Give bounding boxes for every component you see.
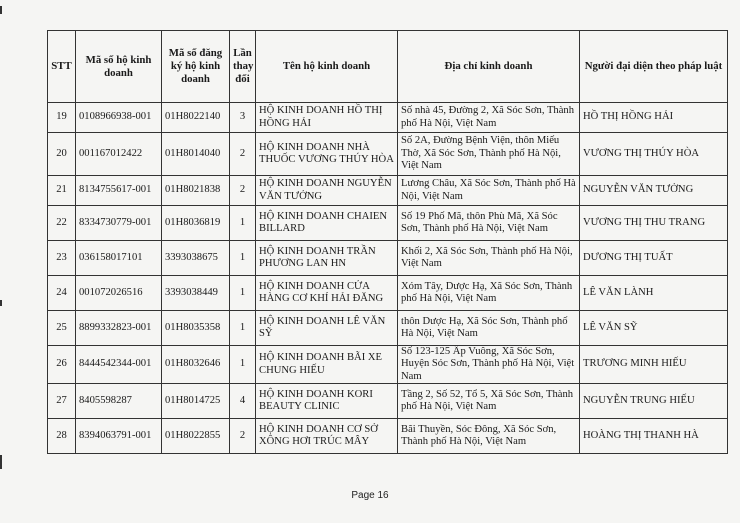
cell-ma-dk: 01H8032646 [162,346,230,384]
cell-ten: HỘ KINH DOANH BÃI XE CHUNG HIẾU [256,346,398,384]
cell-dia-chi: Xóm Tây, Dược Hạ, Xã Sóc Sơn, Thành phố Hà Nội, Việt Nam [398,276,580,311]
table-row [48,419,728,454]
cell-ten: HỘ KINH DOANH HỒ THỊ HỒNG HẢI [256,103,398,133]
cell-dia-chi: thôn Dược Hạ, Xã Sóc Sơn, Thành phố Hà Nội, Việt Nam [398,311,580,346]
cell-dia-chi: Lương Châu, Xã Sóc Sơn, Thành phố Hà Nội, Việt Nam [398,176,580,206]
cell-dai-dien: HỒ THỊ HỒNG HẢI [580,103,728,133]
table-row [48,241,728,276]
cell-ma-so: 8444542344-001 [76,346,162,384]
business-registry-table [47,30,728,454]
header-ma-so-ho-kinh-doanh: Mã số hộ kinh doanh [76,31,162,103]
cell-dia-chi: Số 19 Phố Mã, thôn Phù Mã, Xã Sóc Sơn, Thành phố Hà Nội, Việt Nam [398,206,580,241]
cell-dia-chi: Tầng 2, Số 52, Tổ 5, Xã Sóc Sơn, Thành phố Hà Nội, Việt Nam [398,384,580,419]
header-stt: STT [48,31,76,103]
table-row [48,133,728,176]
cell-stt: 26 [48,346,76,384]
cell-ma-dk: 01H8022140 [162,103,230,133]
cell-ma-dk: 01H8035358 [162,311,230,346]
cell-ma-dk: 3393038449 [162,276,230,311]
cell-stt: 23 [48,241,76,276]
cell-ma-so: 8134755617-001 [76,176,162,206]
cell-lan: 1 [230,346,256,384]
cell-dia-chi: Bãi Thuyền, Sóc Đông, Xã Sóc Sơn, Thành phố Hà Nội, Việt Nam [398,419,580,454]
cell-dai-dien: VƯƠNG THỊ THÚY HÒA [580,133,728,176]
header-ten-ho-kinh-doanh: Tên hộ kinh doanh [256,31,398,103]
cell-dia-chi: Số nhà 45, Đường 2, Xã Sóc Sơn, Thành phố Hà Nội, Việt Nam [398,103,580,133]
cell-dai-dien: NGUYỄN TRUNG HIẾU [580,384,728,419]
cell-ma-so: 8334730779-001 [76,206,162,241]
cell-dai-dien: VƯƠNG THỊ THU TRANG [580,206,728,241]
header-lan-thay-doi: Lần thay đổi [230,31,256,103]
table-row [48,384,728,419]
cell-ma-so: 0108966938-001 [76,103,162,133]
cell-dai-dien: TRƯƠNG MINH HIẾU [580,346,728,384]
header-ma-so-dang-ky: Mã số đăng ký hộ kinh doanh [162,31,230,103]
cell-ten: HỘ KINH DOANH CỬA HÀNG CƠ KHÍ HẢI ĐĂNG [256,276,398,311]
cell-ten: HỘ KINH DOANH NHÀ THUỐC VƯƠNG THÚY HÒA [256,133,398,176]
cell-dia-chi: Khối 2, Xã Sóc Sơn, Thành phố Hà Nội, Việt Nam [398,241,580,276]
cell-ma-so: 8899332823-001 [76,311,162,346]
cell-ma-dk: 01H8014725 [162,384,230,419]
scan-edge-mark [0,6,2,14]
cell-ma-so: 8394063791-001 [76,419,162,454]
cell-ma-so: 001072026516 [76,276,162,311]
cell-lan: 1 [230,276,256,311]
cell-ma-dk: 01H8014040 [162,133,230,176]
cell-lan: 2 [230,176,256,206]
cell-stt: 24 [48,276,76,311]
page-number: Page 16 [351,490,389,501]
cell-ma-so: 036158017101 [76,241,162,276]
cell-stt: 25 [48,311,76,346]
cell-lan: 2 [230,419,256,454]
cell-lan: 1 [230,241,256,276]
cell-ma-dk: 01H8021838 [162,176,230,206]
cell-ma-dk: 01H8036819 [162,206,230,241]
cell-stt: 21 [48,176,76,206]
table-row [48,103,728,133]
cell-lan: 3 [230,103,256,133]
cell-stt: 19 [48,103,76,133]
cell-ma-dk: 01H8022855 [162,419,230,454]
cell-ma-so: 001167012422 [76,133,162,176]
table-header-row [48,31,728,103]
cell-lan: 2 [230,133,256,176]
cell-dai-dien: NGUYỄN VĂN TƯỞNG [580,176,728,206]
scan-edge-mark [0,300,2,306]
cell-ten: HỘ KINH DOANH NGUYỄN VĂN TƯỞNG [256,176,398,206]
cell-dia-chi: Số 2A, Đường Bệnh Viện, thôn Miếu Thờ, Xã Sóc Sơn, Thành phố Hà Nội, Việt Nam [398,133,580,176]
cell-ten: HỘ KINH DOANH TRẦN PHƯƠNG LAN HN [256,241,398,276]
cell-dai-dien: DƯƠNG THỊ TUẤT [580,241,728,276]
header-nguoi-dai-dien: Người đại diện theo pháp luật [580,31,728,103]
header-dia-chi: Địa chỉ kinh doanh [398,31,580,103]
table-row [48,311,728,346]
cell-ma-so: 8405598287 [76,384,162,419]
cell-stt: 28 [48,419,76,454]
cell-lan: 4 [230,384,256,419]
cell-stt: 20 [48,133,76,176]
cell-ten: HỘ KINH DOANH CƠ SỞ XÔNG HƠI TRÚC MÂY [256,419,398,454]
cell-ten: HỘ KINH DOANH LÊ VĂN SỸ [256,311,398,346]
table-row [48,206,728,241]
cell-stt: 22 [48,206,76,241]
cell-ten: HỘ KINH DOANH CHAIEN BILLARD [256,206,398,241]
cell-dai-dien: LÊ VĂN SỸ [580,311,728,346]
cell-dia-chi: Số 123-125 Ấp Vuông, Xã Sóc Sơn, Huyện Sóc Sơn, Thành phố Hà Nội, Việt Nam [398,346,580,384]
cell-dai-dien: HOÀNG THỊ THANH HÀ [580,419,728,454]
cell-lan: 1 [230,311,256,346]
table-row [48,346,728,384]
table-row [48,276,728,311]
cell-stt: 27 [48,384,76,419]
table-row [48,176,728,206]
scan-edge-mark [0,455,2,469]
cell-ten: HỘ KINH DOANH KORI BEAUTY CLINIC [256,384,398,419]
cell-lan: 1 [230,206,256,241]
cell-dai-dien: LÊ VĂN LÀNH [580,276,728,311]
cell-ma-dk: 3393038675 [162,241,230,276]
